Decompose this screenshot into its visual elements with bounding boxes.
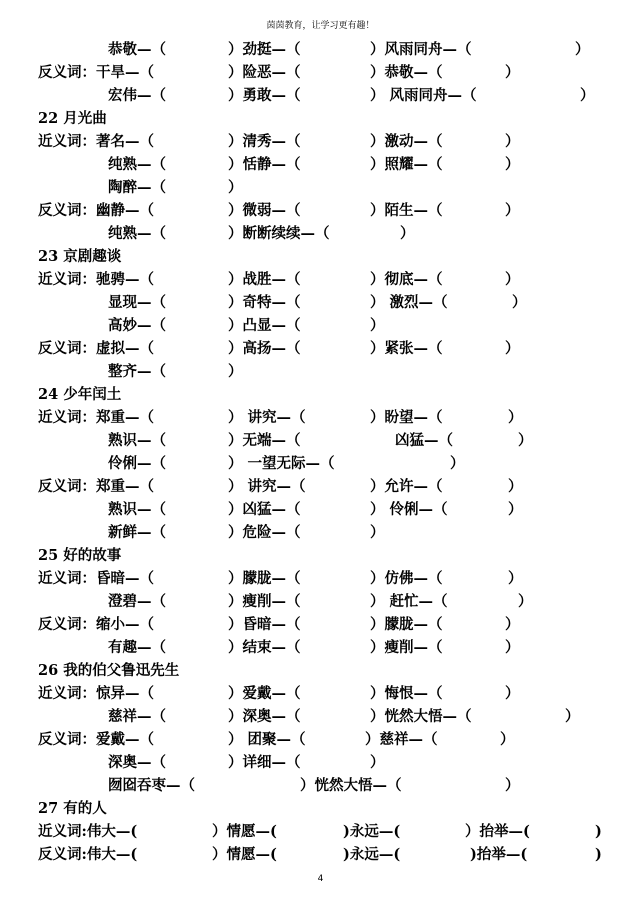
exercise-text: 恭敬—（: [108, 41, 166, 58]
exercise-text: ）允许—（: [370, 478, 443, 495]
exercise-text: ）详细—（: [228, 754, 301, 771]
exercise-text: ）盼望—（: [370, 409, 443, 426]
exercise-text: ）恍然大悟—（: [370, 708, 472, 725]
exercise-text: ）: [505, 156, 520, 173]
page-header: 茵茵教育，让学习更有趣！: [266, 21, 375, 31]
exercise-row: [0, 131, 641, 153]
exercise-row: [0, 62, 641, 84]
exercise-row: [0, 522, 641, 544]
exercise-text: ）紧张—（: [370, 340, 443, 357]
exercise-text: ） 团聚—（: [228, 731, 306, 748]
exercise-text: ）: [450, 455, 465, 472]
exercise-text: 澄碧—（: [108, 593, 166, 610]
exercise-row: [0, 453, 641, 475]
exercise-text: ）慈祥—（: [365, 731, 438, 748]
exercise-text: ）战胜—（: [228, 271, 301, 288]
exercise-text: ): [595, 823, 602, 840]
exercise-row: [0, 614, 641, 636]
exercise-text: ）风雨同舟—（: [370, 41, 472, 58]
exercise-text: ）结束—（: [228, 639, 301, 656]
exercise-text: 宏伟—（: [108, 87, 166, 104]
exercise-text: 熟识—（: [108, 501, 166, 518]
exercise-row: [0, 775, 641, 797]
exercise-row: [0, 177, 641, 199]
page-number: 4: [317, 874, 324, 884]
exercise-text: 近义词：惊异—（: [38, 685, 154, 702]
exercise-text: ）: [508, 570, 523, 587]
exercise-text: ）爱戴—（: [228, 685, 301, 702]
exercise-text: 反义词：虚拟—（: [38, 340, 154, 357]
exercise-text: ）: [508, 478, 523, 495]
exercise-text: 凶猛—（: [395, 432, 453, 449]
lesson-title: 25 好的故事: [38, 547, 122, 564]
lesson-title: 24 少年闰土: [38, 386, 122, 403]
exercise-text: ） 讲究—（: [228, 409, 306, 426]
exercise-text: 近义词:伟大—(: [38, 823, 138, 840]
exercise-row: [0, 361, 641, 383]
exercise-row: [0, 292, 641, 314]
exercise-text: 深奥—（: [108, 754, 166, 771]
exercise-text: ）深奥—（: [228, 708, 301, 725]
exercise-row: [0, 591, 641, 613]
exercise-text: ）: [508, 409, 523, 426]
exercise-text: ）恍然大悟—（: [300, 777, 402, 794]
exercise-row: [0, 269, 641, 291]
exercise-text: 囫囵吞枣—（: [108, 777, 195, 794]
exercise-row: [0, 706, 641, 728]
exercise-text: )永远—(: [343, 823, 401, 840]
exercise-text: ）微弱—（: [228, 202, 301, 219]
exercise-text: ）凶猛—（: [228, 501, 301, 518]
exercise-text: ）: [508, 501, 523, 518]
exercise-text: ）: [228, 179, 243, 196]
exercise-text: 反义词：幽静—（: [38, 202, 154, 219]
exercise-text: )抬举—(: [470, 846, 528, 863]
exercise-text: 反义词：干旱—（: [38, 64, 154, 81]
exercise-text: ） 讲究—（: [228, 478, 306, 495]
exercise-text: ）: [400, 225, 415, 242]
exercise-text: ）: [518, 593, 533, 610]
exercise-text: ）: [228, 363, 243, 380]
exercise-text: ）: [370, 524, 385, 541]
exercise-text: ）: [505, 616, 520, 633]
exercise-row: [0, 85, 641, 107]
exercise-text: ）险恶—（: [228, 64, 301, 81]
exercise-row: [0, 729, 641, 751]
exercise-text: ）: [518, 432, 533, 449]
exercise-text: 近义词：驰骋—（: [38, 271, 154, 288]
exercise-text: ）: [505, 271, 520, 288]
exercise-text: 陶醉—（: [108, 179, 166, 196]
exercise-row: [0, 338, 641, 360]
exercise-text: ）昏暗—（: [228, 616, 301, 633]
exercise-text: ）: [575, 41, 590, 58]
exercise-text: 有趣—（: [108, 639, 166, 656]
exercise-text: ）陌生—（: [370, 202, 443, 219]
exercise-text: ）情愿—(: [212, 823, 277, 840]
exercise-text: )永远—(: [343, 846, 401, 863]
exercise-text: 慈祥—（: [108, 708, 166, 725]
exercise-row: [0, 637, 641, 659]
exercise-text: 近义词：郑重—（: [38, 409, 154, 426]
exercise-text: ） 风雨同舟—（: [370, 87, 477, 104]
exercise-text: ）奇特—（: [228, 294, 301, 311]
exercise-text: ）勇敢—（: [228, 87, 301, 104]
exercise-text: ）瘦削—（: [228, 593, 301, 610]
exercise-text: ）高扬—（: [228, 340, 301, 357]
exercise-text: ）激动—（: [370, 133, 443, 150]
exercise-row: [0, 499, 641, 521]
exercise-text: ）仿佛—（: [370, 570, 443, 587]
exercise-text: 纯熟—（: [108, 225, 166, 242]
exercise-text: 反义词:伟大—(: [38, 846, 138, 863]
exercise-text: 纯熟—（: [108, 156, 166, 173]
exercise-text: 反义词：郑重—（: [38, 478, 154, 495]
exercise-text: ）危险—（: [228, 524, 301, 541]
exercise-text: 整齐—（: [108, 363, 166, 380]
exercise-text: 反义词：爱戴—（: [38, 731, 154, 748]
exercise-row: [0, 821, 641, 843]
exercise-row: [0, 683, 641, 705]
exercise-text: ） 赶忙—（: [370, 593, 448, 610]
exercise-row: [0, 476, 641, 498]
exercise-text: 近义词：著名—（: [38, 133, 154, 150]
exercise-text: ）劲挺—（: [228, 41, 301, 58]
exercise-text: ): [595, 846, 602, 863]
lesson-title: 26 我的伯父鲁迅先生: [38, 662, 180, 679]
exercise-row: [0, 430, 641, 452]
exercise-text: ）: [580, 87, 595, 104]
exercise-row: [0, 154, 641, 176]
exercise-text: ）: [505, 64, 520, 81]
exercise-text: 伶俐—（: [108, 455, 166, 472]
exercise-text: 熟识—（: [108, 432, 166, 449]
exercise-text: ）恬静—（: [228, 156, 301, 173]
exercise-text: 高妙—（: [108, 317, 166, 334]
exercise-text: ）清秀—（: [228, 133, 301, 150]
exercise-text: ）断断续续—（: [228, 225, 330, 242]
exercise-row: [0, 752, 641, 774]
exercise-text: 近义词：昏暗—（: [38, 570, 154, 587]
exercise-text: ）无端—（: [228, 432, 301, 449]
lesson-title: 23 京剧趣谈: [38, 248, 122, 265]
exercise-text: ）朦胧—（: [370, 616, 443, 633]
exercise-text: ）凸显—（: [228, 317, 301, 334]
exercise-row: [0, 223, 641, 245]
lesson-title: 22 月光曲: [38, 110, 107, 127]
exercise-text: ）: [500, 731, 515, 748]
exercise-text: ）: [505, 639, 520, 656]
exercise-text: ）: [505, 202, 520, 219]
exercise-row: [0, 407, 641, 429]
exercise-row: [0, 568, 641, 590]
exercise-text: ）恭敬—（: [370, 64, 443, 81]
exercise-text: ）朦胧—（: [228, 570, 301, 587]
exercise-text: ）: [505, 777, 520, 794]
exercise-text: ）情愿—(: [212, 846, 277, 863]
exercise-text: ）: [505, 340, 520, 357]
exercise-row: [0, 315, 641, 337]
exercise-text: ）: [370, 317, 385, 334]
exercise-text: 新鲜—（: [108, 524, 166, 541]
exercise-text: ）: [505, 685, 520, 702]
exercise-text: 显现—（: [108, 294, 166, 311]
exercise-row: [0, 200, 641, 222]
exercise-text: ） 一望无际—（: [228, 455, 335, 472]
exercise-text: ） 伶俐—（: [370, 501, 448, 518]
exercise-row: [0, 844, 641, 866]
exercise-text: ）悔恨—（: [370, 685, 443, 702]
exercise-text: ）: [370, 754, 385, 771]
exercise-text: ）抬举—(: [465, 823, 530, 840]
exercise-text: 反义词：缩小—（: [38, 616, 154, 633]
exercise-text: ）: [565, 708, 580, 725]
exercise-text: ）: [512, 294, 527, 311]
exercise-text: ）: [505, 133, 520, 150]
exercise-text: ）瘦削—（: [370, 639, 443, 656]
exercise-text: ）彻底—（: [370, 271, 443, 288]
exercise-text: ）照耀—（: [370, 156, 443, 173]
lesson-title: 27 有的人: [38, 800, 107, 817]
exercise-text: ） 激烈—（: [370, 294, 448, 311]
exercise-row: [0, 39, 641, 61]
